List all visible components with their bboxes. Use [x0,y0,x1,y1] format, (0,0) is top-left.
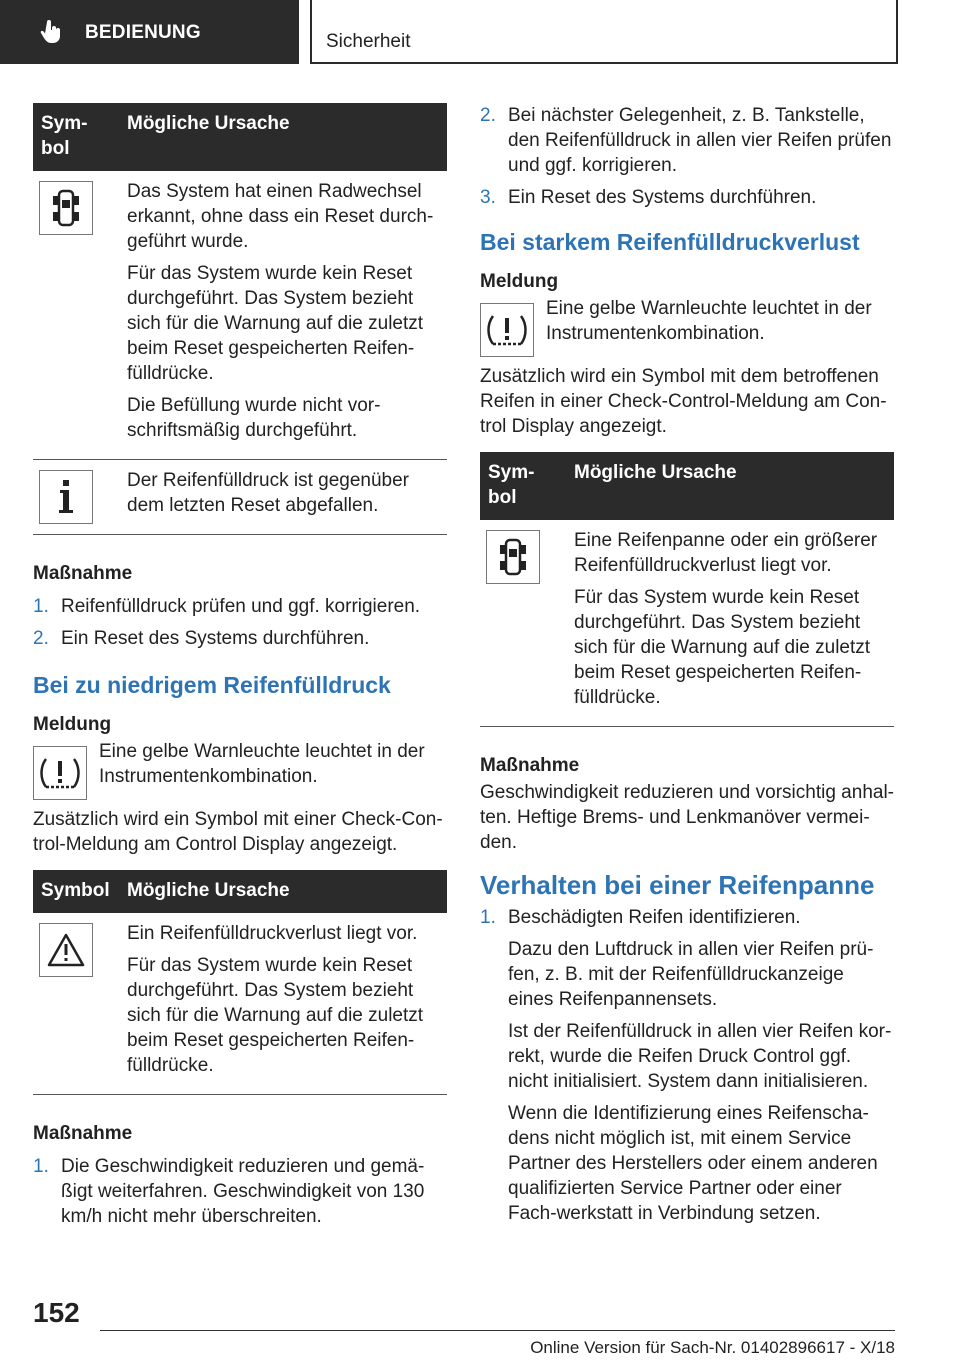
col-cause-header: Mögliche Ursache [119,103,447,171]
col-symbol-header: Sym- bol [33,103,119,171]
left-column [33,103,447,1236]
panne-title: Verhalten bei einer Reifenpanne [480,870,875,900]
list-item: 1. Reifenfülldruck prüfen und ggf. korrigieren. [33,596,421,617]
car-tires-icon [486,530,540,584]
meldung-block [33,739,447,800]
cause-text: Eine Reifenpanne oder ein größerer Reifenfülldruckverlust liegt vor. [574,530,878,576]
list-item: 1. Beschädigten Reifen identifizieren. Dazu den Luftdruck in allen vier Reifen prü-fen, z. B. mit der Reifenfülldruckanzeige eines Reifenpannensets. Ist der Reifenfülldruck in allen vier Reifen kor-rekt, wurde die Reifen Druck Control ggf. nicht initialisiert. System dann initialisieren. Wenn die Identifizierung eines Reifenscha-dens nicht möglich ist, mit einem Service Partner des Herstellers oder einem anderen qualifizierten Service Partner oder einer Fach-werkstatt in Verbindung setzen. [480,907,892,1224]
meldung-text: Eine gelbe Warnleuchte leuchtet in der Instrumentenkombination. [546,298,872,344]
info-icon [39,470,93,524]
table-row [33,171,447,460]
meldung-heading: Meldung [480,271,559,292]
symbol-table-1 [33,103,447,535]
zusatz-text: Zusätzlich wird ein Symbol mit dem betroffenen Reifen in einer Check-Control-Meldung am Con-trol Display angezeigt. [480,366,887,437]
table-header-row [480,452,894,520]
panne-list [480,905,894,1226]
footer-divider [100,1330,895,1331]
table-header-row [33,870,447,913]
page-number: 152 [33,1297,80,1328]
table-row [33,460,447,535]
massnahme-heading: Maßnahme [33,1123,133,1144]
meldung-block [480,296,894,357]
table-row [480,520,894,727]
warning-triangle-icon [39,923,93,977]
cause-text: Das System hat einen Radwechsel erkannt, ohne dass ein Reset durch-geführt wurde. [127,181,434,252]
list-item: 2. Ein Reset des Systems durchführen. [33,628,370,649]
cause-text: Die Befüllung wurde nicht vor-schriftsmäßig durchgeführt. [127,395,381,441]
list-item: 1. Die Geschwindigkeit reduzieren und gemä-ßigt weiterfahren. Geschwindigkeit von 130 km/h nicht mehr überschreiten. [33,1156,425,1227]
col-symbol-header: Sym- bol [480,452,566,520]
col-cause-header: Mögliche Ursache [566,452,894,520]
massnahme-list [33,594,447,651]
col-symbol-header: Symbol [33,870,119,913]
col-cause-header: Mögliche Ursache [119,870,447,913]
symbol-table-2 [33,870,447,1095]
section-title: Bei starkem Reifenfülldruckverlust [480,229,860,255]
cause-text: Ein Reifenfülldruckverlust liegt vor. [127,923,418,944]
chapter-tab [310,0,898,64]
cause-text: Für das System wurde kein Reset durchgeführt. Das System bezieht sich für die Warnung auf die zuletzt beim Reset gespeicherten Reifen-fülldrücke. [127,955,424,1076]
meldung-heading: Meldung [33,714,112,735]
section-title: Bei zu niedrigem Reifenfülldruck [33,672,391,698]
continued-list [480,103,894,210]
cause-text: Für das System wurde kein Reset durchgeführt. Das System bezieht sich für die Warnung auf die zuletzt beim Reset gespeicherten Reifen-fülldrücke. [574,587,871,708]
massnahme-text: Geschwindigkeit reduzieren und vorsichtig anhal-ten. Heftige Brems- und Lenkmanöver vermei-den. [480,782,895,853]
section-tab[interactable] [0,0,299,64]
massnahme-list [33,1154,447,1229]
chapter-label: Sicherheit [326,31,411,52]
cause-text: Für das System wurde kein Reset durchgeführt. Das System bezieht sich für die Warnung auf die zuletzt beim Reset gespeicherten Reifen-fülldrücke. [127,263,424,384]
cause-text: Der Reifenfülldruck ist gegenüber dem letzten Reset abgefallen. [127,470,409,516]
list-item: 2. Bei nächster Gelegenheit, z. B. Tankstelle, den Reifenfülldruck in allen vier Reifen prüfen und ggf. korrigieren. [480,105,892,176]
hand-pointer-icon [40,20,62,44]
tire-pressure-warning-icon [480,303,534,357]
table-header-row [33,103,447,171]
right-column [480,103,894,1233]
page-header [0,0,960,66]
tire-pressure-warning-icon [33,746,87,800]
car-tires-icon [39,181,93,235]
massnahme-heading: Maßnahme [480,755,580,776]
footer-online-version: Online Version für Sach-Nr. 01402896617 - X/18 [530,1338,895,1357]
zusatz-text: Zusätzlich wird ein Symbol mit einer Check-Con-trol-Meldung am Control Display angezeigt. [33,809,443,855]
table-row [33,913,447,1095]
list-item: 3. Ein Reset des Systems durchführen. [480,187,817,208]
symbol-table-3 [480,452,894,727]
meldung-text: Eine gelbe Warnleuchte leuchtet in der Instrumentenkombination. [99,741,425,787]
massnahme-heading: Maßnahme [33,563,133,584]
section-label: BEDIENUNG [85,21,201,43]
